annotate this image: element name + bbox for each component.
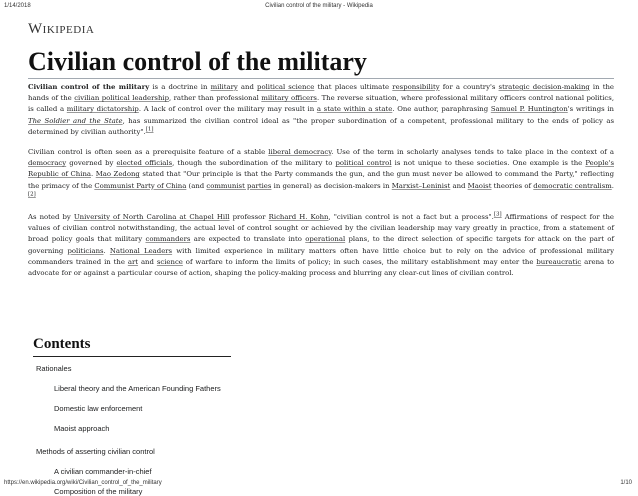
paragraph-intro: Civilian control of the military is a doctrine in military and political science that places ultimate responsibility for a country's strategic decision-making in the hands of the civilian political leadership, rather than professional military officers. The reverse situation, where professional military officers control national politics, is called a military dictatorship. A lack of control over the military may result in a state within a state. One author, paraphrasing Samuel P. Huntington's writings in The Soldier and the State, has summarized the civilian control ideal as "the proper subordination of a competent, professional military to the ends of policy as determined by civilian authority".[1]: [28, 83, 615, 136]
table-of-contents: [33, 336, 233, 496]
link-samuel-huntington[interactable]: Samuel P. Huntington: [490, 105, 568, 114]
bold-term: Civilian control of the military: [28, 83, 150, 91]
paragraph-3: As noted by University of North Carolina at Chapel Hill professor Richard H. Kohn, "civilian control is not a fact but a process".[3] Affirmations of respect for the values of civilian control notwithstanding, the actual level of control sought or achieved by the civilian leadership may vary greatly in practice, from a statement of broad policy goals that military commanders are expected to translate into operational plans, to the direct selection of specific targets for attack on the part of governing politicians. National Leaders with limited experience in military matters often have little choice but to rely on the advice of professional military commanders trained in the art and science of warfare to inform the limits of policy; in such cases, the military establishment may enter the bureaucratic arena to advocate for or against a particular course of action, shaping the policy-making process and blurring any clear-cut lines of civilian control.: [28, 211, 615, 278]
link-elected-officials[interactable]: elected officials: [116, 159, 173, 168]
paragraph-2: Civilian control is often seen as a prerequisite feature of a stable liberal democracy. Use of the term in scholarly analyses tends to take place in the context of a democracy governed by elected officials, though the subordination of the military to political control is not unique to these societies. One example is the People's Republic of China. Mao Zedong stated that "Our principle is that the Party commands the gun, and the gun must never be allowed to command the Party," reflecting the primacy of the Communist Party of China (and communist parties in general) as decision-makers in Marxist–Leninist and Maoist theories of democratic centralism.[2]: [28, 148, 614, 198]
link-peoples-republic-of-china[interactable]: People's Republic of China: [28, 159, 614, 179]
title-divider: [28, 78, 614, 79]
link-science[interactable]: science: [156, 257, 183, 266]
print-url: https://en.wikipedia.org/wiki/Civilian_control_of_the_military: [4, 480, 162, 486]
link-mao-zedong[interactable]: Mao Zedong: [95, 170, 140, 179]
link-military-dictatorship[interactable]: military dictatorship: [66, 105, 139, 114]
link-democratic-centralism[interactable]: democratic centralism: [533, 181, 612, 190]
link-political-science[interactable]: political science: [257, 83, 315, 91]
link-bureaucratic[interactable]: bureaucratic: [536, 257, 582, 266]
wikipedia-logo[interactable]: Wikipedia: [28, 21, 95, 37]
link-maoist[interactable]: Maoist: [467, 181, 492, 190]
link-liberal-democracy[interactable]: liberal democracy: [268, 148, 332, 157]
link-military[interactable]: military: [210, 83, 238, 91]
print-date: 1/14/2018: [4, 3, 31, 9]
link-civilian-political-leadership[interactable]: civilian political leadership: [74, 94, 170, 103]
link-commanders[interactable]: commanders: [145, 235, 191, 244]
link-communist-parties[interactable]: communist parties: [206, 181, 272, 190]
link-strategic-decision-making[interactable]: strategic decision-making: [498, 83, 590, 91]
citation-3[interactable]: [3]: [493, 211, 502, 218]
link-political-control[interactable]: political control: [335, 159, 392, 168]
link-marxist-leninist[interactable]: Marxist–Leninist: [391, 181, 451, 190]
toc-item-domestic-law-enforcement[interactable]: Domestic law enforcement: [54, 404, 143, 413]
toc-item-liberal-theory[interactable]: Liberal theory and the American Founding Fathers: [54, 384, 221, 393]
toc-item-maoist-approach[interactable]: Maoist approach: [54, 424, 110, 433]
print-page-title: Civilian control of the military - Wikipedia: [265, 3, 373, 9]
link-richard-kohn[interactable]: Richard H. Kohn: [268, 213, 329, 222]
link-national-leaders[interactable]: National Leaders: [109, 246, 173, 255]
toc-item-rationales[interactable]: Rationales: [36, 364, 72, 373]
link-state-within-a-state[interactable]: a state within a state: [316, 105, 393, 114]
toc-item-civilian-commander[interactable]: A civilian commander-in-chief: [54, 467, 152, 476]
toc-item-composition[interactable]: Composition of the military: [54, 487, 143, 496]
page-title: Civilian control of the military: [28, 47, 367, 76]
citation-2[interactable]: [2]: [28, 191, 36, 198]
link-soldier-and-the-state[interactable]: The Soldier and the State: [28, 116, 123, 125]
link-unc-chapel-hill[interactable]: University of North Carolina at Chapel Hill: [73, 213, 230, 222]
toc-title: Contents: [33, 336, 231, 357]
link-democracy[interactable]: democracy: [28, 159, 67, 168]
toc-item-methods[interactable]: Methods of asserting civilian control: [36, 447, 155, 456]
print-page-number: 1/10: [620, 480, 632, 486]
link-art[interactable]: art: [127, 257, 139, 266]
link-communist-party-of-china[interactable]: Communist Party of China: [94, 181, 187, 190]
link-responsibility[interactable]: responsibility: [392, 83, 440, 91]
link-politicians[interactable]: politicians: [67, 246, 104, 255]
link-military-officers[interactable]: military officers: [261, 94, 317, 103]
toc-list: [33, 364, 233, 496]
article-body: [28, 82, 614, 288]
citation-1[interactable]: [1]: [145, 126, 154, 133]
link-operational[interactable]: operational: [305, 235, 346, 244]
